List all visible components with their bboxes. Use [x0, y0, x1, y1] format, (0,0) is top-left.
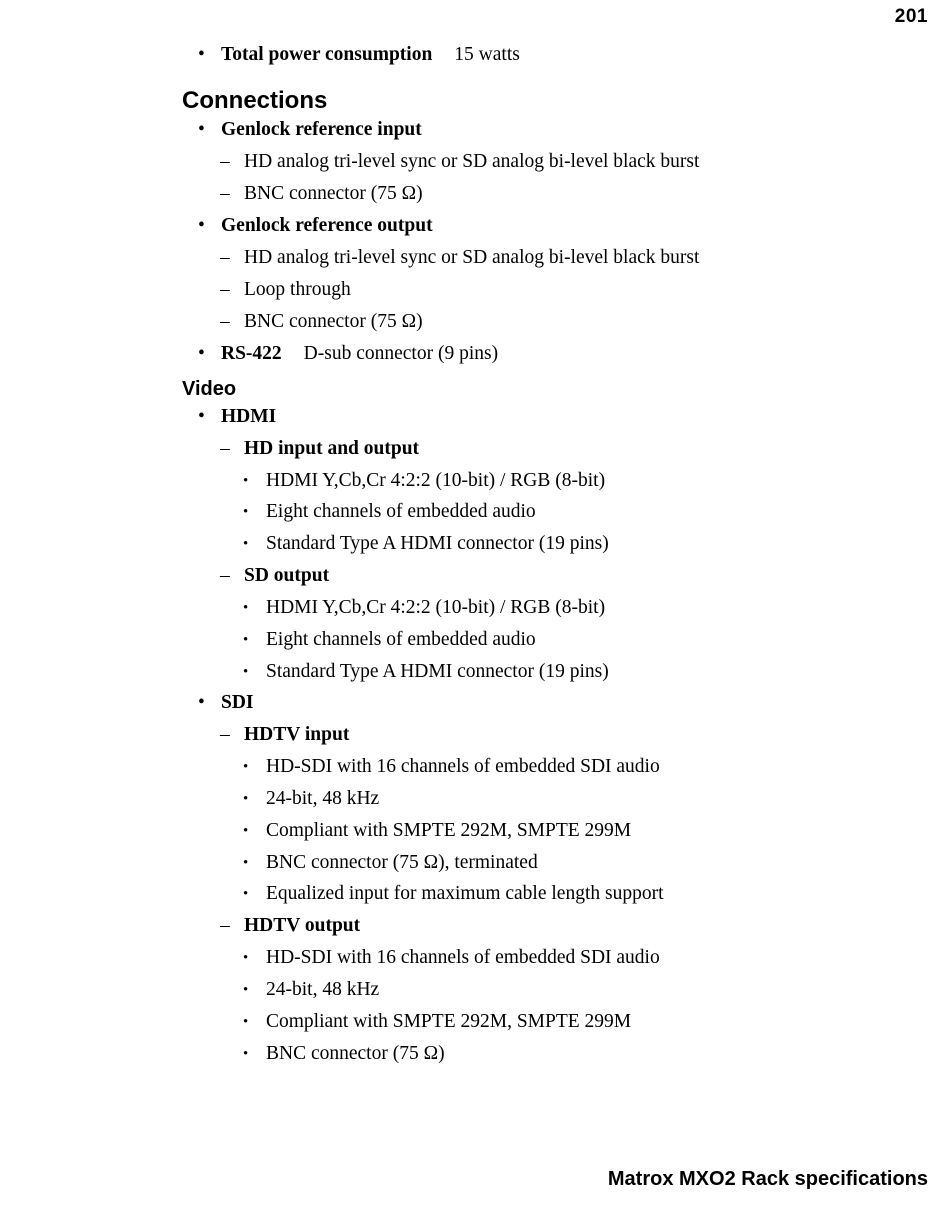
dash-marker: –: [220, 151, 230, 172]
small-bullet-marker: •: [243, 1014, 249, 1030]
list-item-text: BNC connector (75 Ω): [244, 311, 423, 332]
bullet-marker: •: [198, 692, 205, 713]
sdi-label: SDI: [221, 692, 254, 713]
page-number: 201: [894, 6, 928, 27]
small-bullet-marker: •: [243, 886, 249, 902]
small-bullet-marker: •: [243, 600, 249, 616]
bullet-marker: •: [198, 119, 205, 140]
list-item-text: HDMI Y,Cb,Cr 4:2:2 (10-bit) / RGB (8-bit): [266, 470, 606, 491]
bullet-marker: •: [198, 406, 205, 427]
small-bullet-marker: •: [243, 504, 249, 520]
list-item-text: 24-bit, 48 kHz: [266, 788, 380, 809]
list-item-text: Compliant with SMPTE 292M, SMPTE 299M: [266, 820, 632, 841]
small-bullet-marker: •: [243, 632, 249, 648]
small-bullet-marker: •: [243, 536, 249, 552]
list-item-text: Loop through: [244, 279, 351, 300]
page-footer: Matrox MXO2 Rack specifications: [607, 1168, 928, 1190]
dash-marker: –: [220, 565, 230, 586]
sd-output-label: SD output: [244, 565, 330, 586]
list-item-text: 24-bit, 48 kHz: [266, 979, 380, 1000]
list-item-text: Compliant with SMPTE 292M, SMPTE 299M: [266, 1011, 632, 1032]
list-item-text: HDMI Y,Cb,Cr 4:2:2 (10-bit) / RGB (8-bit): [266, 597, 606, 618]
rs422-label: RS-422: [221, 343, 282, 364]
list-item-text: Standard Type A HDMI connector (19 pins): [266, 661, 609, 682]
connections-heading: Connections: [182, 87, 328, 114]
hd-io-label: HD input and output: [244, 438, 420, 459]
dash-marker: –: [220, 183, 230, 204]
power-label: Total power consumption: [221, 44, 433, 65]
dash-marker: –: [220, 915, 230, 936]
list-item-text: Equalized input for maximum cable length support: [266, 883, 664, 904]
hdtv-input-label: HDTV input: [244, 724, 350, 745]
list-item-text: BNC connector (75 Ω), terminated: [266, 852, 538, 873]
bullet-marker: •: [198, 343, 205, 364]
list-item-text: HD-SDI with 16 channels of embedded SDI audio: [266, 947, 660, 968]
dash-marker: –: [220, 438, 230, 459]
small-bullet-marker: •: [243, 950, 249, 966]
hdtv-output-label: HDTV output: [244, 915, 361, 936]
small-bullet-marker: •: [243, 473, 249, 489]
small-bullet-marker: •: [243, 982, 249, 998]
list-item-text: HD-SDI with 16 channels of embedded SDI audio: [266, 756, 660, 777]
list-item-text: BNC connector (75 Ω): [244, 183, 423, 204]
hdmi-label: HDMI: [221, 406, 277, 427]
small-bullet-marker: •: [243, 823, 249, 839]
power-value: 15 watts: [454, 44, 520, 65]
video-heading: Video: [182, 378, 237, 400]
list-item-text: HD analog tri-level sync or SD analog bi-level black burst: [244, 247, 700, 268]
list-item-text: BNC connector (75 Ω): [266, 1043, 445, 1064]
small-bullet-marker: •: [243, 855, 249, 871]
list-item-text: Eight channels of embedded audio: [266, 629, 536, 650]
small-bullet-marker: •: [243, 664, 249, 680]
genlock-output-label: Genlock reference output: [221, 215, 433, 236]
small-bullet-marker: •: [243, 791, 249, 807]
rs422-value: D-sub connector (9 pins): [303, 343, 499, 364]
bullet-marker: •: [198, 215, 205, 236]
dash-marker: –: [220, 724, 230, 745]
bullet-marker: •: [198, 44, 205, 65]
small-bullet-marker: •: [243, 1046, 249, 1062]
dash-marker: –: [220, 247, 230, 268]
dash-marker: –: [220, 311, 230, 332]
list-item-text: Standard Type A HDMI connector (19 pins): [266, 533, 609, 554]
genlock-input-label: Genlock reference input: [221, 119, 422, 140]
small-bullet-marker: •: [243, 759, 249, 775]
list-item-text: HD analog tri-level sync or SD analog bi-level black burst: [244, 151, 700, 172]
list-item-text: Eight channels of embedded audio: [266, 501, 536, 522]
dash-marker: –: [220, 279, 230, 300]
